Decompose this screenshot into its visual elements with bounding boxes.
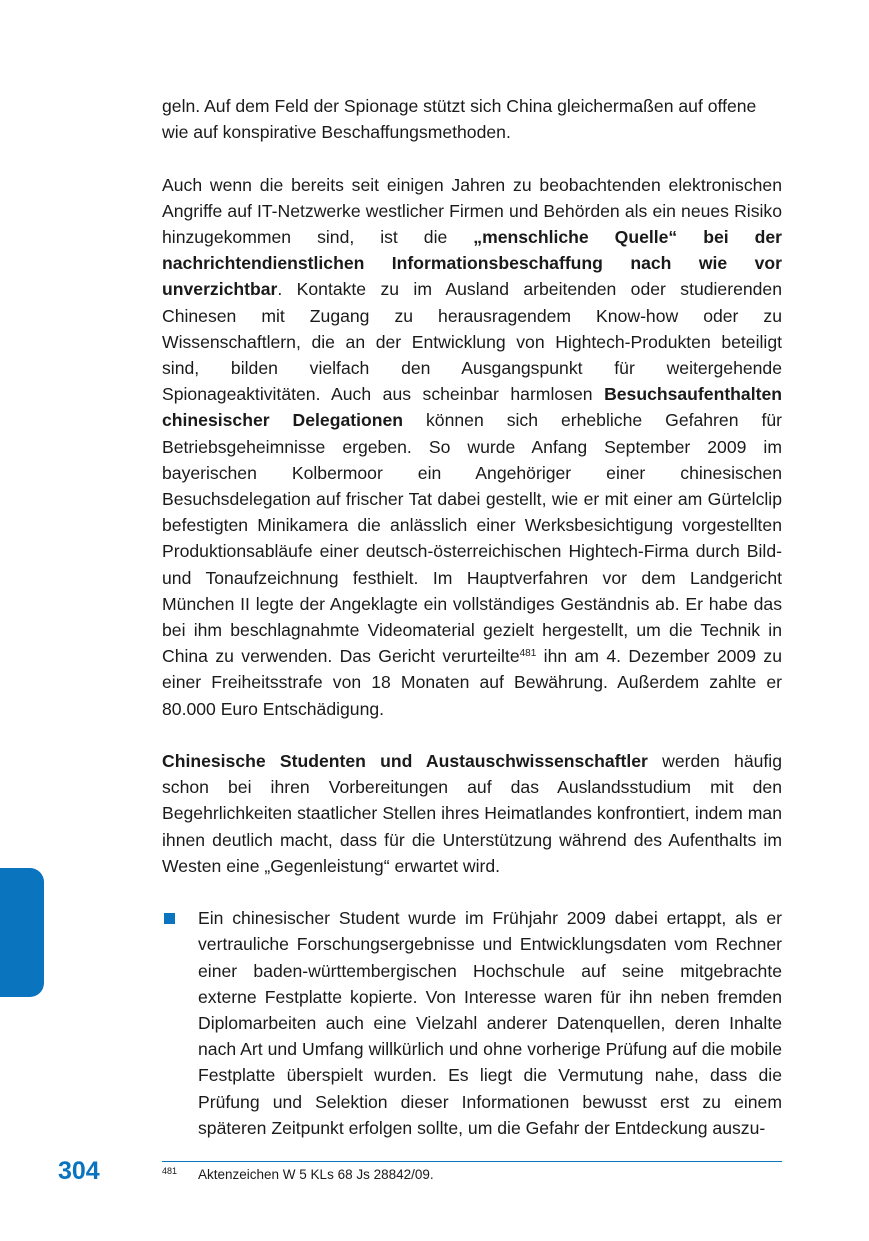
page-number: 304 xyxy=(58,1157,100,1185)
bullet-item xyxy=(162,905,782,1141)
paragraph-intro: geln. Auf dem Feld der Spionage stützt sich China gleichermaßen auf offene wie auf konspirative Beschaffungsmethoden. xyxy=(162,96,757,143)
bullet-text: Ein chinesischer Student wurde im Frühjahr 2009 dabei ertappt, als er vertrauliche Forschungsergebnisse und Entwicklungsdaten vom Rechner einer baden-württembergischen Hochschule auf seine mitgebrachte externe Festplatte kopierte. Von Interesse waren für ihn neben fremden Diplomarbeiten auch eine Vielzahl anderer Datenquellen, deren Inhalte nach Art und Umfang willkürlich und ohne vorherige Prüfung auf die mobile Festplatte überspielt wurden. Es liegt die Vermutung nahe, dass die Prüfung und Selektion dieser Informationen bewusst erst zu einem späteren Zeitpunkt erfolgen sollte, um die Gefahr der Entdeckung auszu- xyxy=(198,908,782,1138)
footnote-reference[interactable]: 481 xyxy=(519,648,537,660)
paragraph-text: werden häufig schon bei ihren Vorbereitungen auf das Auslandsstudium mit den Begehrlichkeiten staatlicher Stellen ihres Heimatlandes konfrontiert, indem man ihnen deutlich macht, dass für die Unterstützung während des Aufenthalts im Westen eine „Gegenleistung“ erwartet wird. xyxy=(162,751,782,876)
footnote-number: 481 xyxy=(162,1166,178,1176)
paragraph-human-source xyxy=(162,172,782,722)
bold-phrase-students: Chinesische Studenten und Austauschwissenschaftler xyxy=(162,751,648,772)
paragraph-text: ihn am 4. Dezember 2009 zu einer Freiheitsstrafe von 18 Monaten auf Bewährung. Außerdem zahlte er 80.000 Euro Entschädigung. xyxy=(162,646,782,719)
paragraph-text: . Kontakte zu im Ausland arbeitenden oder studierenden Chinesen mit Zugang zu herausragendem Know-how oder zu Wissenschaftlern, die an der Entwicklung von Hightech-Produkten beteiligt sind, bilden vielfach den Ausgangspunkt für weitergehende Spionageaktivitäten. Auch aus scheinbar harmlosen xyxy=(162,279,782,405)
paragraph-text: Auch wenn die bereits seit einigen Jahren zu beobachtenden elektronischen Angriffe auf IT-Netzwerke westlicher Firmen und Behörden als ein neues Risiko hinzugekommen sind, ist die xyxy=(162,174,782,247)
bold-phrase-delegations: Besuchsaufenthalten chinesischer Delegationen xyxy=(162,384,782,431)
footnote-divider xyxy=(162,1161,782,1162)
bold-phrase-human-source: „menschliche Quelle“ bei der nachrichtendienstlichen Informationsbeschaffung nach wie vor unverzichtbar xyxy=(162,227,782,300)
paragraph-students xyxy=(162,748,782,879)
square-bullet-icon xyxy=(164,913,175,924)
chapter-side-tab xyxy=(0,868,44,997)
page-body xyxy=(162,93,782,1141)
footnote-text: Aktenzeichen W 5 KLs 68 Js 28842/09. xyxy=(198,1167,434,1182)
paragraph-text: können sich erhebliche Gefahren für Betriebsgeheimnisse ergeben. So wurde Anfang September 2009 im bayerischen Kolbermoor ein Angehöriger einer chinesischen Besuchsdelegation auf frischer Tat dabei gestellt, wie er mit einer am Gürtelclip befestigten Minikamera die anlässlich einer Werksbesichtigung vorgestellten Produktionsabläufe einer deutsch-österreichischen Hightech-Firma durch Bild- und Tonaufzeichnung festhielt. Im Hauptverfahren vor dem Landgericht München II legte der Angeklagte ein vollständiges Geständnis ab. Er habe das bei ihm beschlagnahmte Videomaterial gezielt hergestellt, um die Technik in China zu verwenden. Das Gericht verurteilte xyxy=(162,410,782,667)
